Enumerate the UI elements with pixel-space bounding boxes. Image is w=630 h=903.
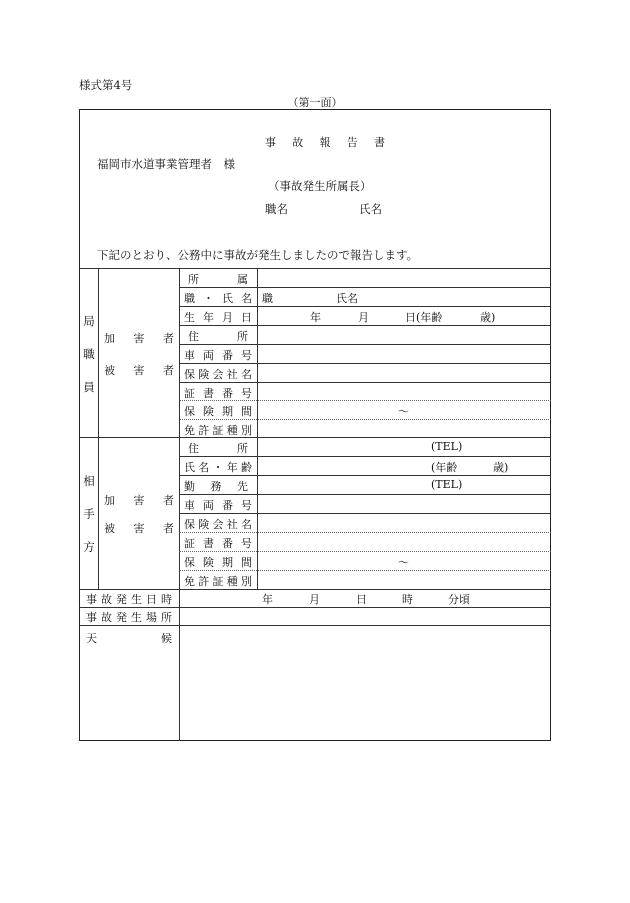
- label-char: ・: [203, 292, 214, 305]
- group-char: 職: [83, 347, 95, 361]
- other-row-label: [188, 440, 248, 456]
- other-role-aggressor: [104, 492, 174, 508]
- label-char: 故: [292, 136, 304, 149]
- label-char: 生: [131, 593, 142, 606]
- insurance-period-tilde: ～: [398, 405, 409, 418]
- other-role-victim: [104, 520, 174, 536]
- staff-row-label: [184, 385, 252, 401]
- label-char: 加: [104, 332, 115, 345]
- label-char: 社: [226, 518, 238, 531]
- label-char: 種: [226, 424, 238, 437]
- label-char: 書: [203, 537, 214, 550]
- staff-row-label: [184, 403, 252, 419]
- group-char: 手: [83, 507, 95, 521]
- datetime-unit-label: 分頃: [448, 593, 470, 606]
- label-char: 許: [198, 424, 210, 437]
- weather-label: [86, 630, 172, 646]
- label-char: 険: [198, 368, 210, 381]
- office-head-label: （事故発生所属長）: [268, 179, 372, 193]
- tel-label: (TEL): [431, 440, 463, 453]
- other-row-label: [184, 516, 252, 532]
- document-title: [265, 134, 385, 150]
- staff-row-label: [184, 290, 252, 306]
- label-char: 候: [161, 632, 172, 645]
- staff-row-label: [188, 328, 248, 344]
- label-char: 番: [222, 499, 233, 512]
- label-char: 住: [188, 442, 199, 455]
- label-char: 務: [210, 480, 222, 493]
- label-char: 会: [212, 368, 224, 381]
- label-char: 属: [237, 273, 248, 286]
- label-char: 免: [184, 424, 195, 437]
- row-divider: [179, 494, 551, 495]
- label-char: 齢: [241, 461, 252, 474]
- birth-year-label: 年: [310, 311, 321, 324]
- label-char: 証: [212, 575, 224, 588]
- label-char: 車: [184, 349, 195, 362]
- label-char: 所: [188, 273, 199, 286]
- label-char: 保: [184, 405, 195, 418]
- label-char: 期: [222, 405, 233, 418]
- label-char: 別: [241, 424, 252, 437]
- label-char: 事: [86, 611, 97, 624]
- label-char: 発: [116, 611, 127, 624]
- label-char: 害: [133, 332, 145, 345]
- page-face-label: （第一面）: [287, 96, 343, 109]
- label-char: 免: [184, 575, 195, 588]
- other-group-label: [82, 473, 96, 555]
- insurance-period-tilde: ～: [398, 556, 409, 569]
- group-char: 局: [83, 314, 95, 328]
- row-divider: [179, 513, 551, 514]
- label-char: 名: [241, 292, 252, 305]
- other-row-label: [184, 573, 252, 589]
- addressee: 福岡市水道事業管理者 様: [97, 157, 235, 171]
- datetime-unit-label: 日: [356, 593, 367, 606]
- label-char: 被: [104, 364, 115, 377]
- row-divider: [179, 287, 551, 288]
- section-border-staff: [79, 268, 551, 269]
- row-divider: [179, 532, 551, 533]
- value-column-border: [257, 268, 258, 589]
- label-char: 保: [184, 518, 195, 531]
- label-char: 先: [237, 480, 248, 493]
- label-char: 天: [86, 632, 97, 645]
- statement: 下記のとおり、公務中に事故が発生しましたので報告します。: [97, 248, 419, 262]
- label-char: 種: [226, 575, 238, 588]
- label-char: 者: [163, 522, 174, 535]
- label-char: 号: [241, 387, 252, 400]
- label-char: 氏: [222, 292, 233, 305]
- label-char: 事: [265, 136, 276, 149]
- staff-row-label: [184, 422, 252, 438]
- accident-datetime-label: [86, 591, 172, 607]
- report-form: [79, 109, 551, 741]
- group-char: 員: [83, 380, 95, 394]
- label-char: 保: [184, 368, 195, 381]
- section-border-accident: [79, 589, 551, 590]
- label-char: 故: [101, 611, 112, 624]
- birth-day-age-label: 日(年齢: [405, 311, 443, 324]
- label-char: 号: [241, 349, 252, 362]
- label-char: 険: [203, 405, 214, 418]
- label-char: 番: [222, 387, 233, 400]
- label-char: 名: [241, 368, 252, 381]
- label-char: 証: [212, 424, 224, 437]
- label-char: 事: [86, 593, 97, 606]
- row-divider: [179, 363, 551, 364]
- label-char: 報: [319, 136, 331, 149]
- label-char: 別: [241, 575, 252, 588]
- row-divider: [179, 475, 551, 476]
- label-char: 職: [184, 292, 195, 305]
- post-label: 職名: [265, 202, 288, 216]
- label-char: 両: [203, 499, 214, 512]
- label-char: 住: [188, 330, 199, 343]
- other-row-label: [184, 478, 248, 494]
- label-char: 名: [241, 518, 252, 531]
- row-divider: [79, 625, 551, 626]
- label-char: 所: [237, 442, 248, 455]
- datetime-unit-label: 年: [262, 593, 273, 606]
- label-char: 証: [184, 537, 195, 550]
- row-divider: [179, 344, 551, 345]
- label-char: ・: [212, 461, 224, 474]
- label-char: 許: [198, 575, 210, 588]
- row-divider: [79, 607, 551, 608]
- label-char: 勤: [184, 480, 195, 493]
- label-char: 間: [241, 556, 252, 569]
- row-divider: [179, 306, 551, 307]
- label-char: 番: [222, 349, 233, 362]
- name-label: 氏名: [359, 202, 382, 216]
- label-char: 書: [203, 387, 214, 400]
- staff-role-aggressor: [104, 330, 174, 346]
- staff-group-label: [82, 313, 96, 395]
- row-divider: [179, 551, 551, 552]
- label-char: 名: [198, 461, 210, 474]
- staff-row-label: [184, 347, 252, 363]
- row-divider: [179, 325, 551, 326]
- section-border-other: [79, 437, 551, 438]
- label-char: 故: [101, 593, 112, 606]
- label-char: 害: [133, 522, 145, 535]
- label-char: 期: [222, 556, 233, 569]
- label-char: 証: [184, 387, 195, 400]
- label-char: 所: [161, 611, 172, 624]
- group-column-border: [98, 268, 99, 589]
- staff-post-value-label: 職: [262, 292, 273, 305]
- label-char: 車: [184, 499, 195, 512]
- other-row-label: [184, 554, 252, 570]
- staff-row-label: [184, 366, 252, 382]
- label-char: 月: [222, 311, 233, 324]
- row-divider: [179, 456, 551, 457]
- label-char: 会: [212, 518, 224, 531]
- staff-row-label: [184, 309, 252, 325]
- label-char: 者: [163, 494, 174, 507]
- label-char: 社: [226, 368, 238, 381]
- label-char: 間: [241, 405, 252, 418]
- age-label: (年齢: [431, 461, 458, 474]
- staff-name-value-label: 氏名: [336, 292, 358, 305]
- label-char: 両: [203, 349, 214, 362]
- form-number: 様式第4号: [79, 78, 133, 92]
- group-char: 相: [83, 474, 95, 488]
- row-divider: [179, 570, 551, 571]
- label-char: 年: [203, 311, 214, 324]
- datetime-unit-label: 時: [402, 593, 413, 606]
- label-char: 生: [184, 311, 195, 324]
- other-row-label: [184, 497, 252, 513]
- label-char: 時: [161, 593, 172, 606]
- label-char: 被: [104, 522, 115, 535]
- label-char: 者: [163, 364, 174, 377]
- label-char: 日: [146, 593, 157, 606]
- other-row-label: [184, 459, 252, 475]
- label-char: 害: [133, 494, 145, 507]
- accident-place-label: [86, 609, 172, 625]
- other-row-label: [184, 535, 252, 551]
- staff-row-label: [188, 271, 248, 287]
- datetime-unit-label: 月: [309, 593, 320, 606]
- label-char: 号: [241, 537, 252, 550]
- label-char: 氏: [184, 461, 195, 474]
- staff-role-victim: [104, 362, 174, 378]
- label-char: 号: [241, 499, 252, 512]
- birth-month-label: 月: [358, 311, 369, 324]
- group-char: 方: [83, 540, 95, 554]
- label-char: 日: [241, 311, 252, 324]
- label-char: 書: [374, 136, 385, 149]
- age-unit-label: 歳): [493, 461, 509, 474]
- label-char: 年: [226, 461, 238, 474]
- label-char: 場: [146, 611, 157, 624]
- row-divider: [179, 419, 551, 420]
- label-char: 発: [116, 593, 127, 606]
- label-char: 険: [203, 556, 214, 569]
- label-char: 険: [198, 518, 210, 531]
- tel-label: (TEL): [431, 478, 463, 491]
- label-char: 者: [163, 332, 174, 345]
- label-char: 加: [104, 494, 115, 507]
- label-char: 所: [237, 330, 248, 343]
- label-column-border: [179, 268, 180, 741]
- label-char: 告: [346, 136, 358, 149]
- label-char: 害: [133, 364, 145, 377]
- label-char: 番: [222, 537, 233, 550]
- row-divider: [179, 382, 551, 383]
- age-unit-label: 歳): [480, 311, 496, 324]
- label-char: 生: [131, 611, 142, 624]
- label-char: 保: [184, 556, 195, 569]
